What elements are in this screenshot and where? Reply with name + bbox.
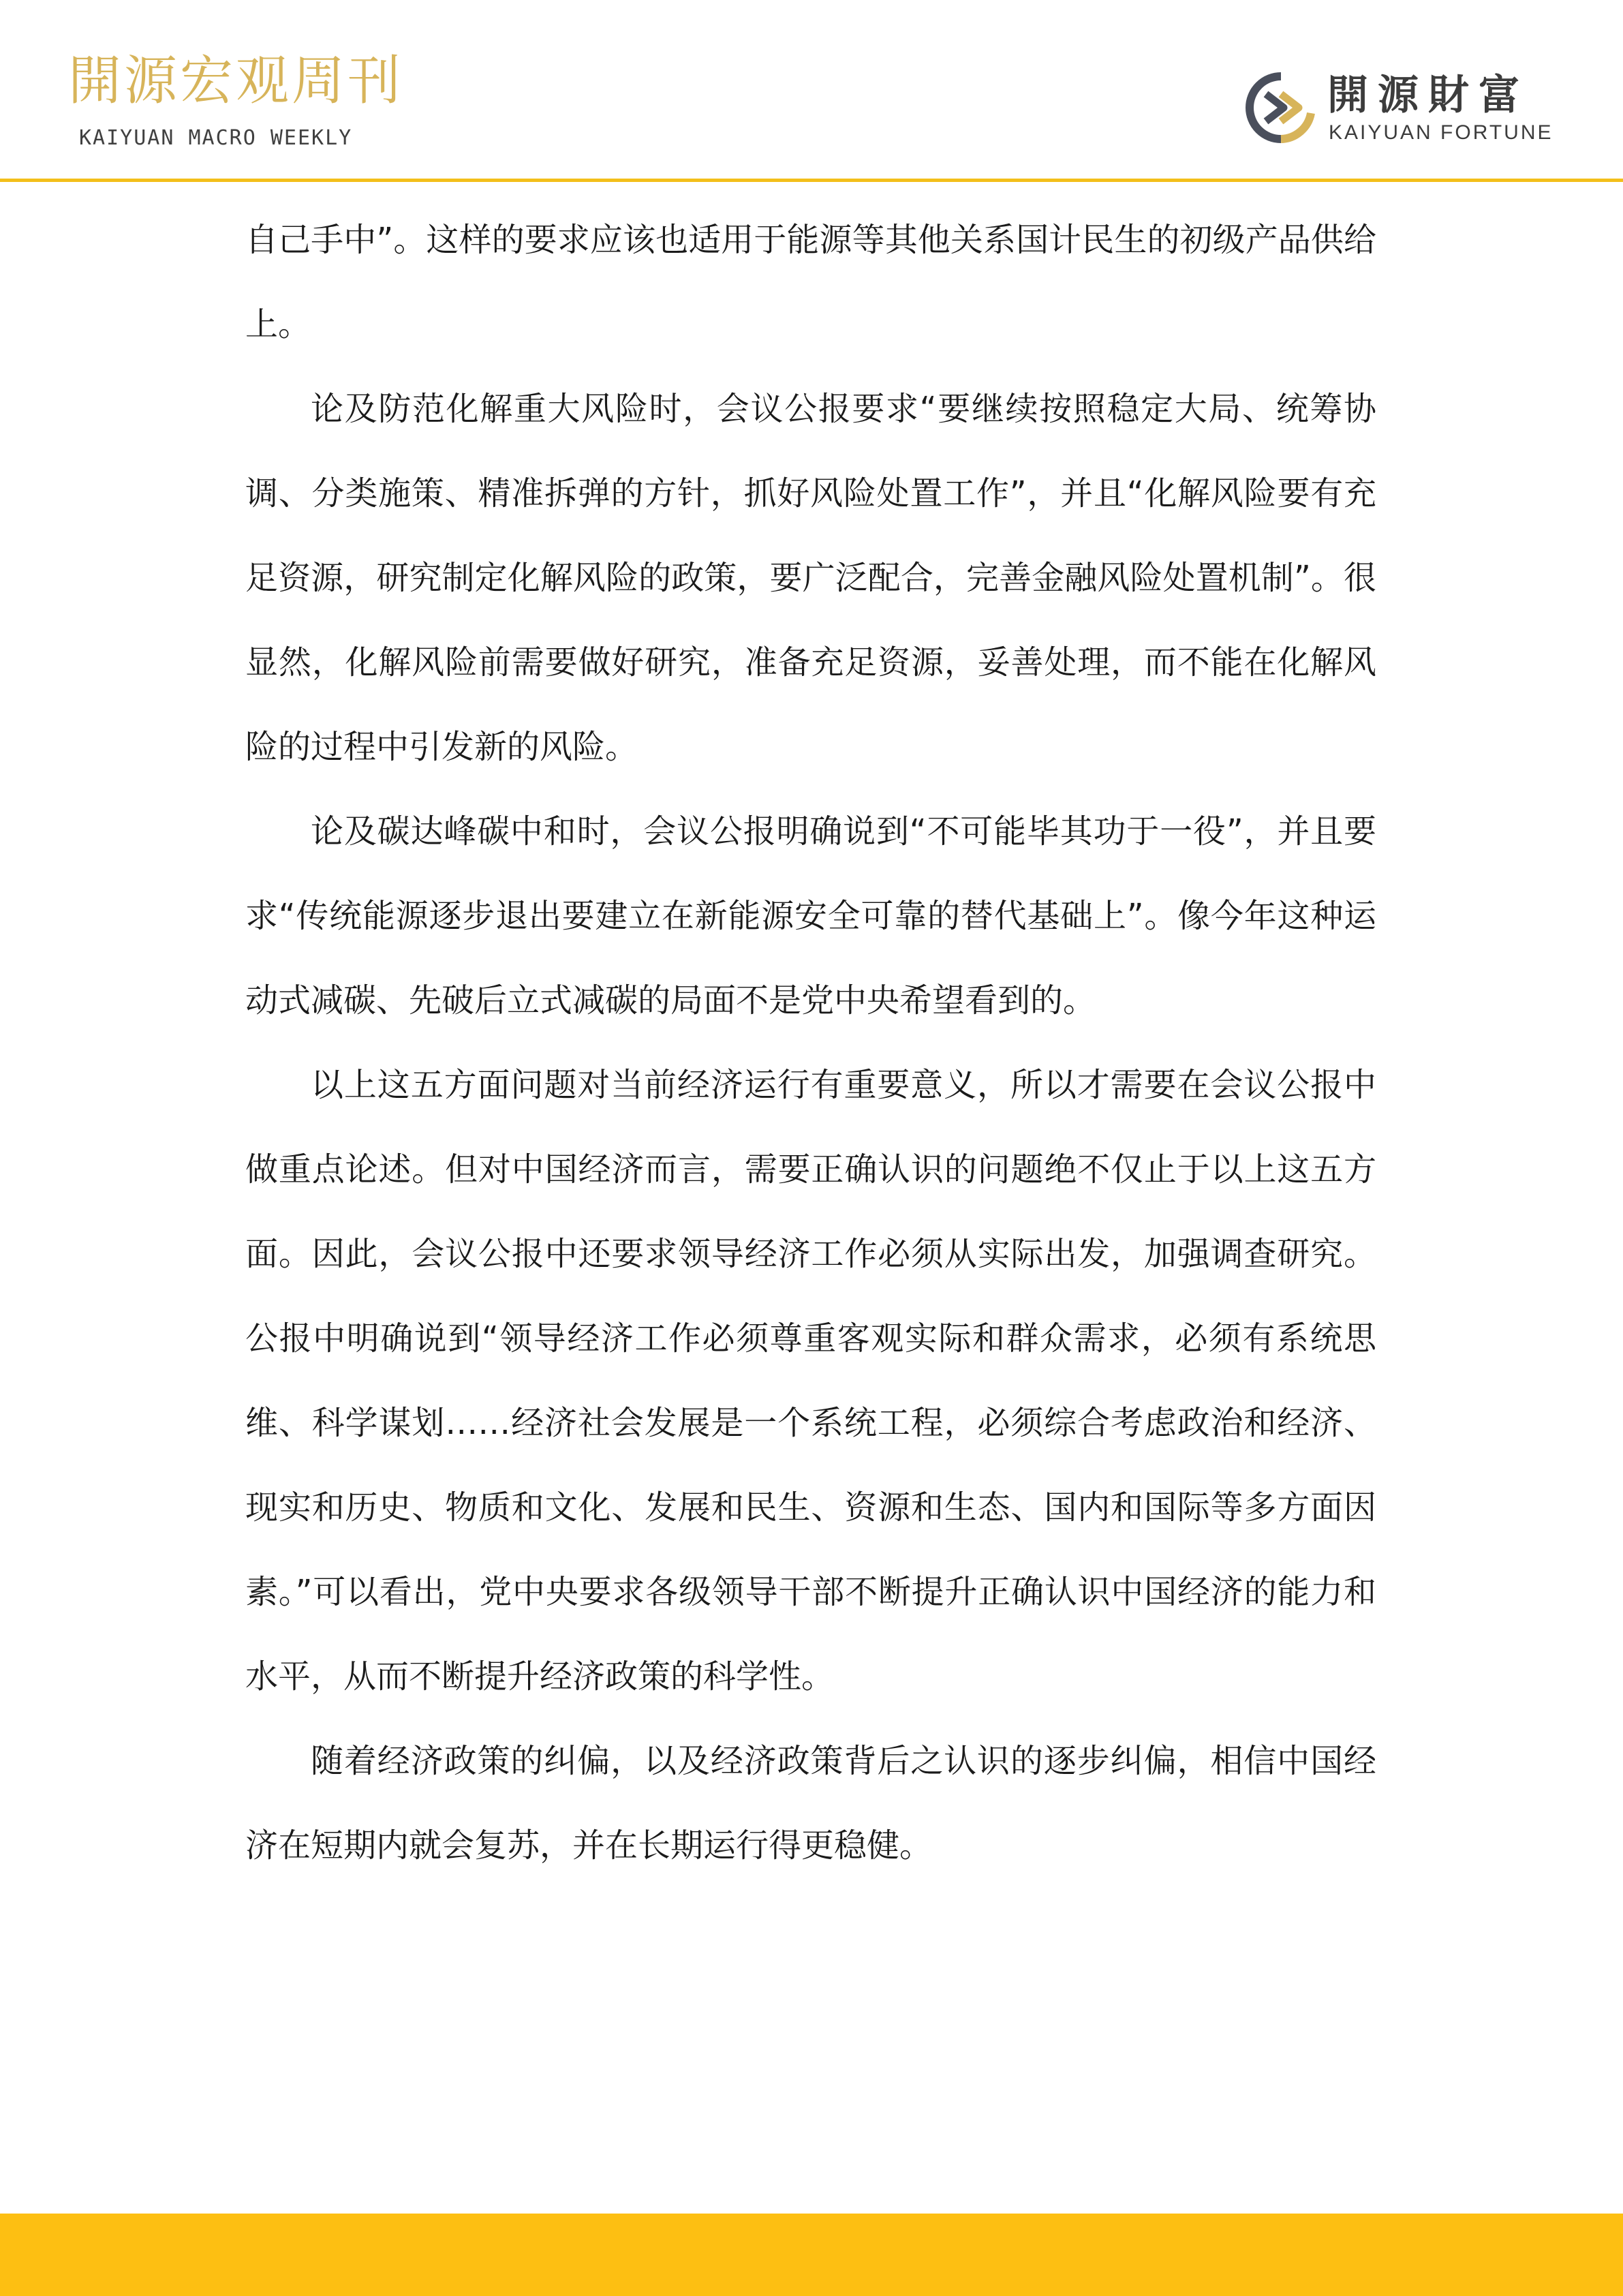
paragraph: 自己手中”。这样的要求应该也适用于能源等其他关系国计民生的初级产品供给上。: [245, 221, 1376, 343]
paragraph: 以上这五方面问题对当前经济运行有重要意义，所以才需要在会议公报中做重点论述。但对中国经济而言，需要正确认识的问题绝不仅止于以上这五方面。因此，会议公报中还要求领导经济工作必须从实际出发，加强调查研究。公报中明确说到“领导经济工作必须尊重客观实际和群众需求，必须有系统思维、科学谋划……经济社会发展是一个系统工程，必须综合考虑政治和经济、现实和历史、物质和文化、发展和民生、资源和生态、国内和国际等多方面因素。”可以看出，党中央要求各级领导干部不断提升正确认识中国经济的能力和水平，从而不断提升经济政策的科学性。: [245, 1066, 1376, 1696]
page-header: [0, 0, 1623, 183]
publication-subtitle: KAIYUAN MACRO WEEKLY: [79, 126, 353, 150]
paragraph: 随着经济政策的纠偏，以及经济政策背后之认识的逐步纠偏，相信中国经济在短期内就会复苏，并在长期运行得更稳健。: [245, 1742, 1376, 1865]
kaiyuan-fortune-logo: [1244, 71, 1571, 153]
footer-bar: [0, 2214, 1623, 2296]
paragraph: 论及碳达峰碳中和时，会议公报明确说到“不可能毕其功于一役”，并且要求“传统能源逐步退出要建立在新能源安全可靠的替代基础上”。像今年这种运动式减碳、先破后立式减碳的局面不是党中央希望看到的。: [245, 812, 1376, 1020]
kaiyuan-logo-icon: [1244, 71, 1318, 144]
header-divider: [0, 179, 1623, 182]
article-body: [245, 198, 1376, 1888]
paragraph: 论及防范化解重大风险时，会议公报要求“要继续按照稳定大局、统筹协调、分类施策、精准拆弹的方针，抓好风险处置工作”，并且“化解风险要有充足资源，研究制定化解风险的政策，要广泛配合，完善金融风险处置机制”。很显然，化解风险前需要做好研究，准备充足资源，妥善处理，而不能在化解风险的过程中引发新的风险。: [245, 390, 1376, 766]
logo-english-name: KAIYUAN FORTUNE: [1329, 121, 1554, 144]
logo-chinese-name: 開源財富: [1327, 72, 1529, 119]
publication-title: 開源宏观周刊: [68, 50, 404, 112]
